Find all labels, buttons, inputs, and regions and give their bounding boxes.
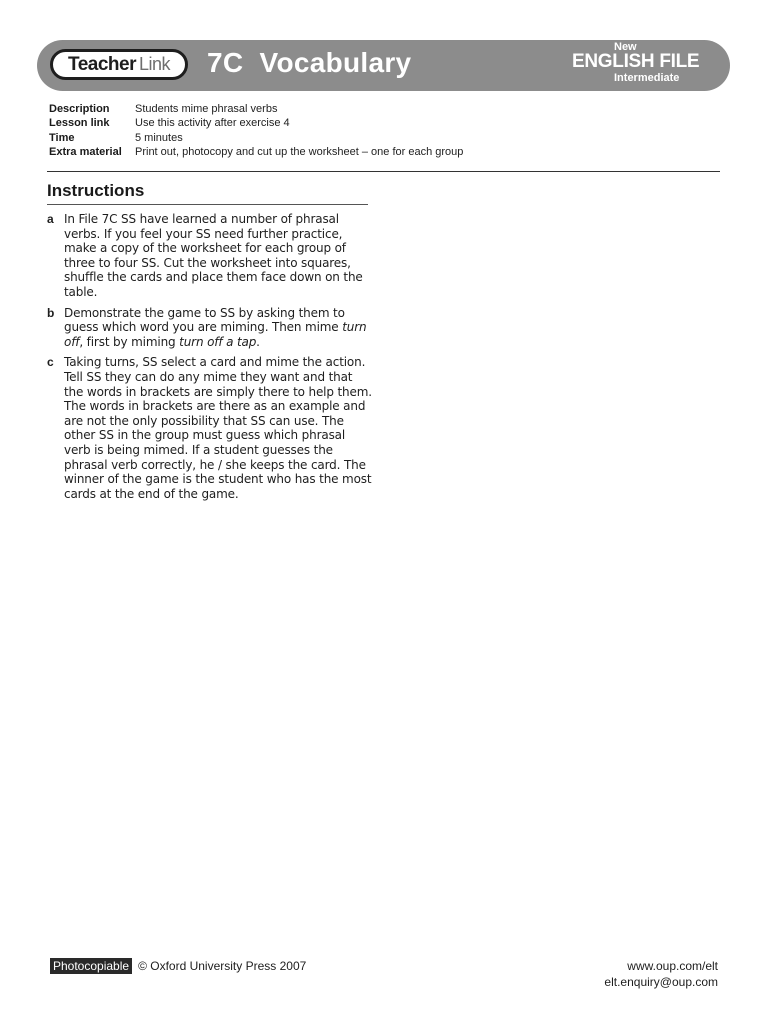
meta-value: Students mime phrasal verbs <box>135 103 278 115</box>
footer-right <box>604 958 718 990</box>
meta-value: Print out, photocopy and cut up the worksheet – one for each group <box>135 145 464 158</box>
instruction-italic: turn off <box>64 320 367 349</box>
instructions-list <box>47 212 372 507</box>
meta-label: Lesson link <box>49 117 110 130</box>
brand-logo <box>572 40 702 91</box>
email-link[interactable]: elt.enquiry@oup.com <box>604 975 718 989</box>
logo-link-text: Link <box>138 54 170 74</box>
header-divider <box>47 171 720 172</box>
brand-level: Intermediate <box>614 72 680 84</box>
instruction-item-b <box>47 306 372 350</box>
footer-left <box>50 958 306 974</box>
meta-row-lesson-link <box>49 116 463 130</box>
instruction-text <box>64 306 372 350</box>
header-bar <box>37 40 730 91</box>
website-link[interactable]: www.oup.com/elt <box>627 959 718 973</box>
instructions-heading: Instructions <box>47 181 145 200</box>
instruction-letter: c <box>47 355 54 370</box>
instruction-item-a <box>47 212 372 300</box>
instruction-text-part: Demonstrate the game to SS by asking them to guess which word you are miming. Then mime <box>64 305 345 335</box>
meta-label: Time <box>49 131 75 144</box>
photocopiable-badge: Photocopiable <box>50 958 132 974</box>
logo-teacher-text: Teacher <box>68 53 136 75</box>
instruction-letter: b <box>47 305 55 320</box>
instruction-text-part: . <box>256 334 260 349</box>
instruction-text: In File 7C SS have learned a number of phrasal verbs. If you feel your SS need further practice, make a copy of the worksheet for each group of three to four SS. Cut the worksheet into squares, shuffle the cards and place them face down on the table. <box>64 212 363 299</box>
meta-label: Description <box>49 103 110 115</box>
meta-row-time <box>49 131 463 145</box>
meta-value: 5 minutes <box>135 131 183 144</box>
activity-meta <box>49 102 463 159</box>
brand-name: ENGLISH FILE <box>572 51 700 72</box>
instruction-item-c <box>47 355 372 501</box>
meta-row-extra-material <box>49 145 463 159</box>
copyright-text: © Oxford University Press 2007 <box>138 959 307 973</box>
meta-value: Use this activity after exercise 4 <box>135 117 290 130</box>
instructions-divider <box>47 204 368 205</box>
instruction-text: Taking turns, SS select a card and mime the action. Tell SS they can do any mime they want and that the words in brackets are simply there to help them. The words in brackets are there as an example and are not the only possibility that SS can use. The other SS in the group must guess which phrasal verb is being mimed. If a student guesses the phrasal verb correctly, he / she keeps the card. The winner of the game is the student who has the most cards at the end of the game. <box>64 355 372 501</box>
brand-new: New <box>614 41 637 53</box>
meta-label: Extra material <box>49 145 122 158</box>
teacher-link-logo <box>50 49 188 80</box>
instruction-italic: turn off a tap <box>179 334 257 349</box>
meta-row-description <box>49 102 463 116</box>
instruction-text-part: , first by miming <box>79 334 180 349</box>
page-title: 7C Vocabulary <box>207 47 412 78</box>
instruction-letter: a <box>47 212 54 226</box>
